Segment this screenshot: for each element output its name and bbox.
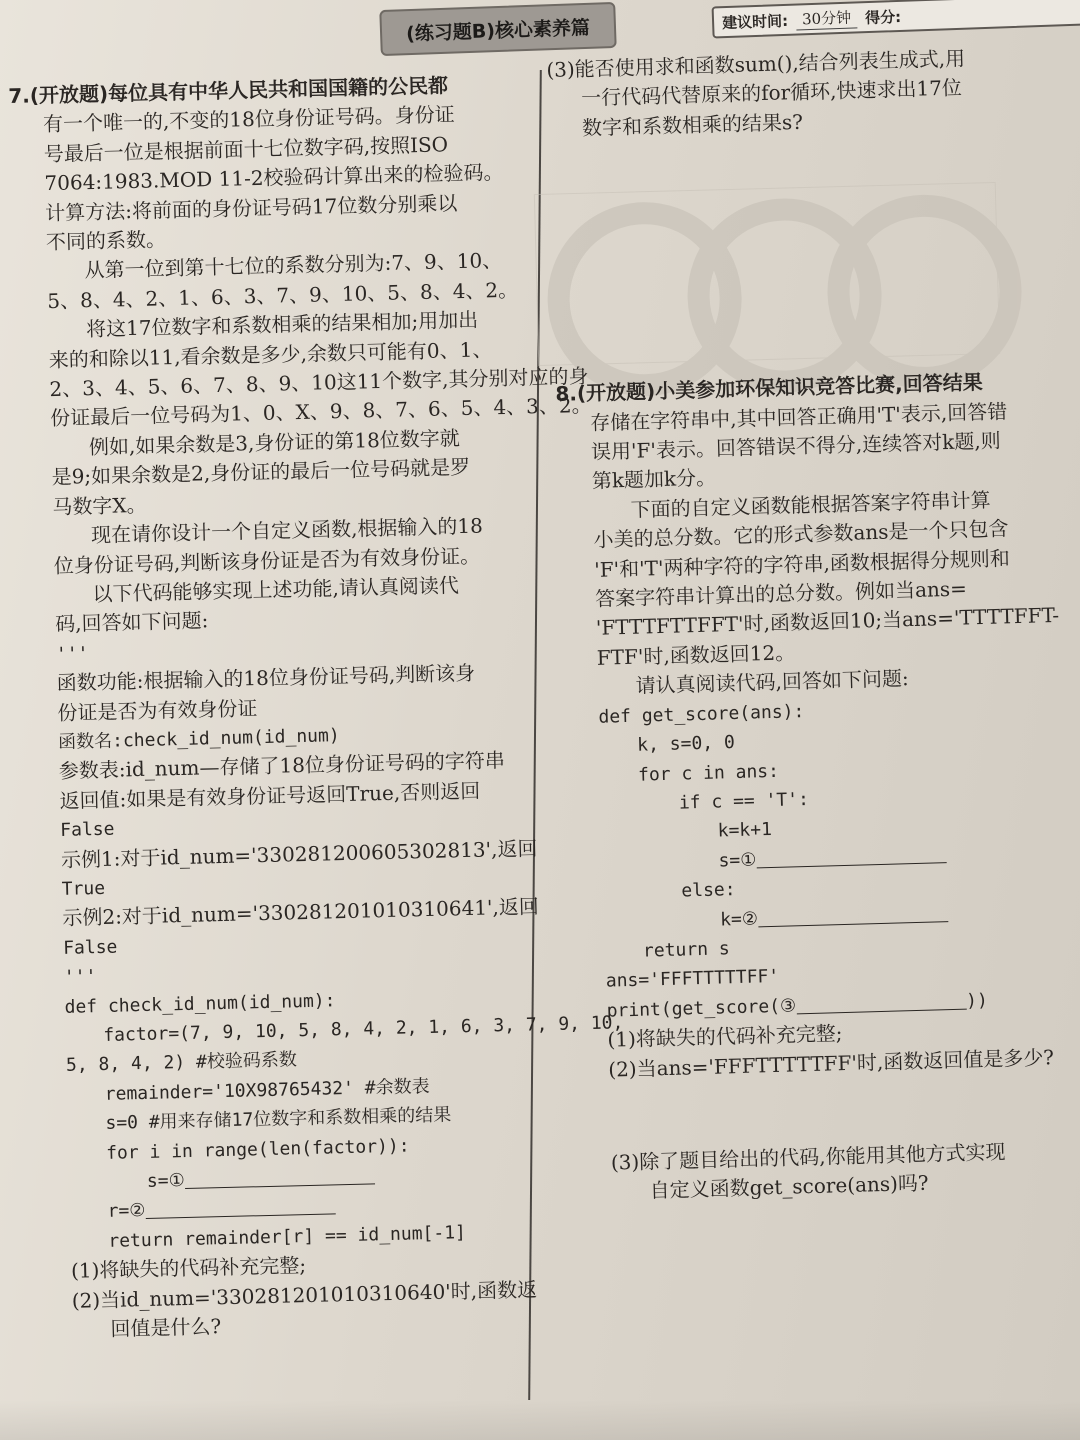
question-8 <box>555 366 1080 1209</box>
q7-code-line: for i in range(len(factor)): <box>105 1135 410 1164</box>
q7-line: 份证最后一位号码为1、0、X、9、8、7、6、5、4、3、2。 <box>49 393 592 431</box>
q7-line: 是9;如果余数是2,身份证的最后一位号码就是罗 <box>51 455 471 490</box>
q8-line: FTF'时,函数返回12。 <box>596 640 796 670</box>
q7-code-line: factor=(7, 9, 10, 5, 8, 4, 2, 1, 6, 3, 7, 9, 10, <box>103 1012 624 1046</box>
q8-line: 'FTTTFTTFFT'时,函数返回10;当ans='TTTTFFT- <box>595 603 1060 641</box>
q7-line: True <box>61 877 106 900</box>
answer-blank-2[interactable] <box>145 1194 335 1220</box>
answer-blank-2[interactable] <box>758 901 949 927</box>
q8-line: 存储在字符串中,其中回答正确用'T'表示,回答错 <box>589 398 1008 435</box>
q7-subquestion: (1)将缺失的代码补充完整; <box>70 1253 307 1284</box>
q7-line: 例如,如果余数是3,身份证的第18位数字就 <box>88 425 461 460</box>
q8-code-line: if c == 'T': <box>678 788 810 814</box>
q8-line: 第k题加k分。 <box>591 465 717 494</box>
q8-subquestion: (1)将缺失的代码补充完整; <box>607 1021 843 1052</box>
q8-line: 误用'F'表示。回答错误不得分,连续答对k题,则 <box>590 428 1001 464</box>
q7-line: 有一个唯一的,不变的18位身份证号码。身份证 <box>42 102 456 137</box>
answer-blank-1[interactable] <box>184 1163 374 1189</box>
q7-line: 函数功能:根据输入的18位身份证号码,判断该身 <box>56 660 476 696</box>
q7-code-line: return remainder[r] == id_num[-1] <box>108 1222 467 1252</box>
q7-line: 现在请你设计一个自定义函数,根据输入的18 <box>90 513 484 548</box>
q8-code-line: else: <box>681 879 736 902</box>
q7-docstring-mark: ''' <box>63 966 97 989</box>
q7-code-line-blank-1: s=① <box>35 1157 556 1199</box>
q7-line: 7064:1983.MOD 11-2校验码计算出来的检验码。 <box>44 160 504 196</box>
q7-line: 7.(开放题)每位具有中华人民共和国国籍的公民都 <box>8 73 449 108</box>
q8-code-line-blank-1: s=① <box>568 836 1080 880</box>
q8-line: 请认真阅读代码,回答如下问题: <box>635 666 909 699</box>
q7-subquestion: (2)当id_num='330281201010310640'时,函数返 <box>71 1277 538 1313</box>
answer-blank-1[interactable] <box>756 842 947 868</box>
q7-code-line: def check_id_num(id_num): <box>64 989 336 1018</box>
q7-line: 函数名:check_id_num(id_num) <box>57 725 340 753</box>
q7-line: 5、8、4、2、1、6、3、7、9、10、5、8、4、2。 <box>47 277 519 313</box>
score-label: 得分: <box>864 7 902 27</box>
q7-line: 将这17位数字和系数相乘的结果相加;用加出 <box>85 307 479 342</box>
time-score-box <box>712 0 1080 38</box>
q7-line: False <box>60 818 115 842</box>
q7-code-line: remainder='10X98765432' #余数表 <box>104 1075 430 1105</box>
q7-line: 参数表:id_num—存储了18位身份证号码的字符串 <box>58 748 506 784</box>
q8-line: 答案字符串计算出的总分数。例如当ans= <box>594 576 968 611</box>
q8-code-line: k=k+1 <box>717 819 773 842</box>
page-shadow <box>0 1400 1080 1440</box>
q8-subquestion: 自定义函数get_score(ans)吗? <box>649 1171 929 1203</box>
q7-line: 示例1:对于id_num='330281200605302813',返回 <box>60 835 538 872</box>
q7-line: 份证是否为有效身份证 <box>57 695 258 725</box>
q7-sub3-line: (3)能否使用求和函数sum(),结合列表生成式,用 <box>546 46 966 82</box>
q7-sub3-line: 一行代码代替原来的for循环,快速求出17位 <box>580 75 963 111</box>
q8-code-line-blank-2: k=② <box>570 895 1080 939</box>
q7-line: 马数字X。 <box>52 492 147 519</box>
q7-line: 2、3、4、5、6、7、8、9、10这11个数字,其分别对应的身 <box>49 363 589 402</box>
answer-blank-3[interactable] <box>796 988 967 1014</box>
q8-subquestion: (2)当ans='FFFTTTTTFF'时,函数返回值是多少? <box>607 1044 1055 1082</box>
q7-code-line: s=0 #用来存储17位数字和系数相乘的结果 <box>105 1104 452 1135</box>
q7-line: 以下代码能够实现上述功能,请认真阅读代 <box>92 573 460 606</box>
q7-docstring-mark: ''' <box>55 642 89 665</box>
q7-line: 码,回答如下问题: <box>54 608 209 637</box>
q7-line: False <box>62 936 118 959</box>
question-7 <box>8 69 624 1346</box>
q8-line: 8.(开放题)小美参加环保知识竞答比赛,回答结果 <box>555 370 984 407</box>
q7-line: 位身份证号码,判断该身份证是否为有效身份证。 <box>53 543 481 578</box>
q7-line: 返回值:如果是有效身份证号返回True,否则返回 <box>59 778 481 813</box>
q7-line: 来的和除以11,看余数是多少,余数只可能有0、1、 <box>48 336 493 372</box>
q7-line: 从第一位到第十七位的系数分别为:7、9、10、 <box>84 248 503 283</box>
section-title: (练习题B)核心素养篇 <box>405 16 591 45</box>
q8-code-line: for c in ans: <box>637 760 780 786</box>
q7-code-line-blank-2: r=② <box>35 1186 556 1228</box>
q7-line: 计算方法:将前面的身份证号码17位数分别乘以 <box>44 190 458 225</box>
section-title-tab <box>379 2 616 56</box>
q8-code-line: def get_score(ans): <box>598 700 805 728</box>
q8-code-line: return s <box>642 938 730 962</box>
q7-sub3-line: 数字和系数相乘的结果s? <box>581 109 804 140</box>
q8-line: 'F'和'T'两种字符的字符串,函数根据得分规则和 <box>594 545 1011 582</box>
q8-code-line-blank-3: print(get_score(③ )) <box>606 989 989 1022</box>
q7-code-line: 5, 8, 4, 2) #校验码系数 <box>65 1049 298 1077</box>
time-label: 建议时间: <box>721 11 789 32</box>
q7-line: 示例2:对于id_num='330281201010310641',返回 <box>62 894 540 931</box>
right-column <box>546 41 1080 1208</box>
q7-line: 不同的系数。 <box>45 227 167 255</box>
q7-subquestion: 回值是什么? <box>110 1314 222 1341</box>
q8-subquestion: (3)除了题目给出的代码,你能用其他方式实现 <box>610 1139 1006 1175</box>
answer-space <box>548 130 1074 380</box>
q7-line: 号最后一位是根据前面十七位数字码,按照ISO <box>43 132 449 166</box>
q8-code-line: k, s=0, 0 <box>636 732 736 756</box>
q8-code-line: ans='FFFTTTTTFF' <box>605 966 780 993</box>
time-value: 30分钟 <box>796 6 858 30</box>
q8-line: 小美的总分数。它的形式参数ans是一个只包含 <box>593 516 1009 553</box>
q8-line: 下面的自定义函数能根据答案字符串计算 <box>630 487 991 522</box>
